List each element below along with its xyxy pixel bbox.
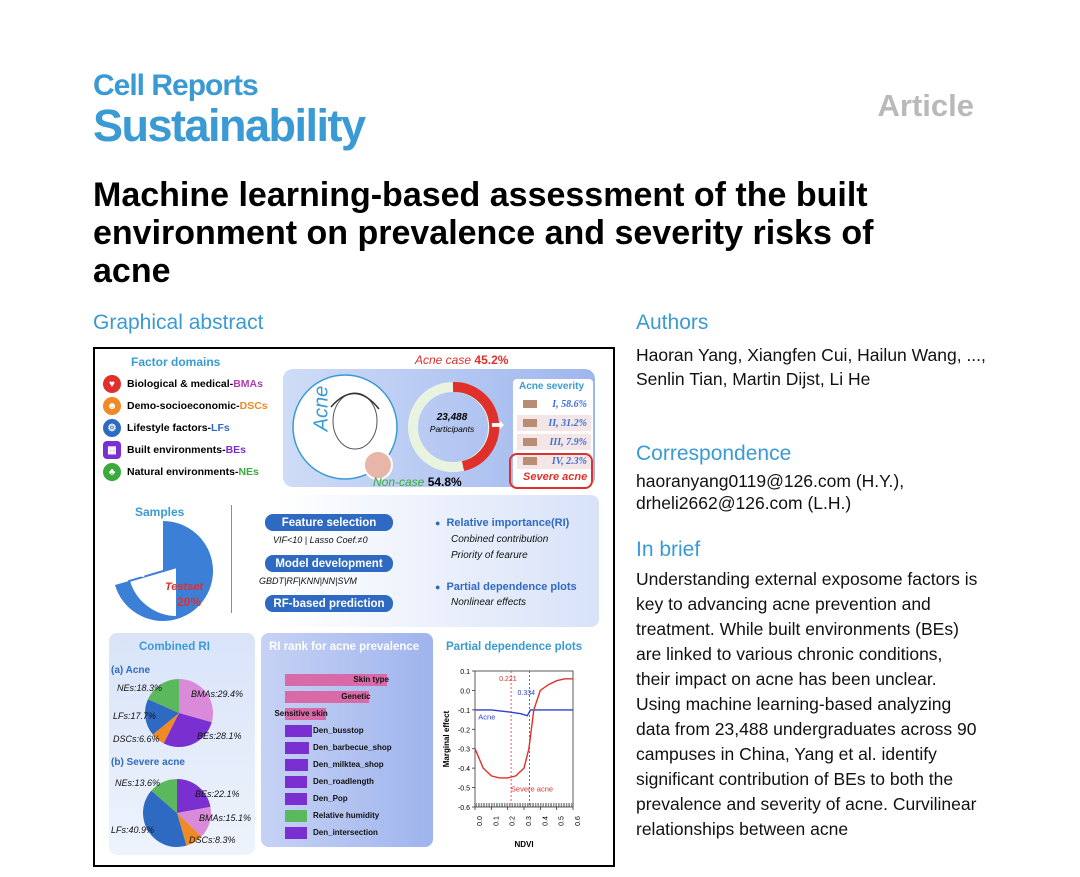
factor-domain-abbr: BMAs bbox=[233, 378, 263, 390]
acne-case-pct: 45.2% bbox=[474, 353, 509, 367]
y-tick-label: -0.6 bbox=[457, 805, 470, 812]
severity-level-text: III, 7.9% bbox=[549, 436, 587, 448]
journal-name-line2: Sustainability bbox=[93, 100, 365, 151]
pie-label: LFs:17.7% bbox=[113, 711, 157, 721]
ri-rank-label: Sensitive skin bbox=[274, 709, 328, 718]
y-axis-label: Marginal effect bbox=[442, 710, 451, 768]
y-tick-label: 0.1 bbox=[460, 669, 470, 676]
ri-rank-bar bbox=[285, 793, 307, 805]
ri-heading-abbr: (RI) bbox=[550, 517, 570, 529]
correspondence-emails bbox=[636, 470, 986, 514]
severity-thumbnail bbox=[523, 419, 537, 427]
pdp-description: Nonlinear effects bbox=[451, 597, 527, 608]
divider bbox=[231, 505, 232, 613]
factor-domain-abbr: BEs bbox=[225, 444, 247, 456]
severity-thumbnail bbox=[523, 438, 537, 446]
y-tick-label: -0.4 bbox=[457, 766, 470, 774]
ri-rank-label: Den_Pop bbox=[313, 794, 348, 803]
ri-rank-label: Den_roadlength bbox=[313, 777, 374, 786]
pdp-heading: ● Partial dependence plots bbox=[435, 581, 577, 593]
y-tick-label: -0.3 bbox=[457, 746, 470, 754]
x-tick-label: 0.5 bbox=[558, 816, 566, 826]
feature-selection-note: VIF<10 | Lasso Coef.≠0 bbox=[273, 535, 368, 545]
factor-domain-bmas bbox=[103, 373, 263, 395]
combined-ri-acne-heading: (a) Acne bbox=[111, 665, 151, 676]
factor-domain-dscs bbox=[103, 395, 268, 417]
model-development-note: GBDT|RF|KNN|NN|SVM bbox=[259, 576, 357, 586]
y-tick-label: 0.0 bbox=[460, 688, 470, 696]
acne-vertical-label: Acne bbox=[310, 385, 333, 432]
non-case-text: Non-case bbox=[373, 475, 425, 489]
ri-rank-label: Genetic bbox=[341, 692, 371, 701]
combined-ri-title: Combined RI bbox=[139, 641, 210, 653]
pie-label: LFs:40.9% bbox=[111, 825, 155, 835]
combined-ri-severe-heading: (b) Severe acne bbox=[111, 757, 185, 768]
x-tick-label: 0.0 bbox=[477, 816, 484, 826]
in-brief-heading: In brief bbox=[636, 538, 701, 561]
ri-rank-bar bbox=[285, 776, 307, 788]
trainset-label: Trainset bbox=[117, 551, 160, 565]
severity-thumbnail bbox=[523, 400, 537, 408]
severity-level-1 bbox=[517, 396, 591, 412]
non-case-pct: 54.8% bbox=[427, 475, 462, 489]
series-label: Acne bbox=[478, 712, 496, 722]
ri-rank-label: Den_milktea_shop bbox=[313, 760, 384, 769]
pdp-chart bbox=[439, 657, 599, 851]
pie-label: BMAs:15.1% bbox=[199, 813, 252, 823]
ri-rank-label: Relative humidity bbox=[313, 811, 380, 820]
factor-domain-label: Biological & medical- bbox=[127, 378, 234, 390]
tree-icon: ♣ bbox=[103, 463, 121, 481]
ri-rank-bar bbox=[285, 810, 307, 822]
severity-level-text: I, 58.6% bbox=[552, 398, 587, 410]
factor-domain-bes bbox=[103, 439, 246, 461]
series-label: Severe acne bbox=[510, 784, 554, 794]
factor-domain-abbr: NEs bbox=[238, 466, 259, 478]
y-tick-label: -0.1 bbox=[457, 707, 470, 715]
pie-label: NEs:18.3% bbox=[117, 683, 163, 693]
ri-rank-label: Den_barbecue_shop bbox=[313, 743, 392, 752]
arrow-right-icon: ➡ bbox=[491, 417, 505, 434]
x-tick-label: 0.4 bbox=[542, 816, 550, 826]
severe-acne-label: Severe acne bbox=[523, 471, 588, 483]
authors-list: Haoran Yang, Xiangfen Cui, Hailun Wang, ..., Senlin Tian, Martin Dijst, Li He bbox=[636, 345, 986, 389]
x-tick-label: 0.3 bbox=[526, 816, 533, 826]
model-development-step: Model development bbox=[265, 555, 393, 572]
acne-case-text: Acne case bbox=[415, 353, 472, 367]
y-tick-label: -0.2 bbox=[457, 727, 470, 735]
pie-label: BEs:28.1% bbox=[197, 731, 242, 741]
correspondence-email-2[interactable]: drheli2662@126.com (L.H.) bbox=[636, 493, 852, 513]
pie-label: DSCs:6.6% bbox=[113, 734, 160, 744]
journal-logo bbox=[93, 70, 365, 150]
factor-domain-nes bbox=[103, 461, 259, 483]
factor-domain-lfs bbox=[103, 417, 230, 439]
rf-prediction-step: RF-based prediction bbox=[265, 595, 393, 612]
bicycle-icon: ⚙ bbox=[103, 419, 121, 437]
threshold-label: 0.334 bbox=[517, 690, 536, 697]
pie-label: NEs:13.6% bbox=[115, 778, 161, 788]
people-icon: ☻ bbox=[103, 397, 121, 415]
threshold-label: 0.221 bbox=[499, 676, 517, 683]
ri-description-1: Conbined contribution bbox=[451, 534, 549, 545]
y-tick-label: -0.5 bbox=[457, 785, 470, 793]
in-brief-text: Understanding external exposome factors is key to advancing acne prevention and treatment. While built environments (BEs) are linked to various chronic conditions, their impact on acne has been unclear. Using machine learning-based analyzing data from 23,488 undergraduates across 90 campuses in China, Yang et al. identify significant contribution of BEs to both the prevalence and severity of acne. Curvilinear relationships between acne bbox=[636, 569, 978, 839]
correspondence-email-1[interactable]: haoranyang0119@126.com (H.Y.), bbox=[636, 471, 905, 491]
testset-label: Testset bbox=[165, 581, 204, 593]
pie-label: BEs:22.1% bbox=[195, 789, 240, 799]
journal-name-line1: Cell Reports bbox=[93, 69, 258, 102]
article-title: Machine learning-based assessment of the built environment on prevalence and severity risks of acne bbox=[93, 176, 874, 290]
ri-heading-text: Relative importance bbox=[446, 517, 551, 529]
ri-rank-bar bbox=[285, 725, 312, 737]
ri-rank-bar bbox=[285, 742, 309, 754]
factor-domain-label: Natural environments- bbox=[127, 466, 239, 478]
factor-domains-title: Factor domains bbox=[131, 355, 221, 369]
pie-label: BMAs:29.4% bbox=[191, 689, 244, 699]
factor-domain-abbr: LFs bbox=[211, 422, 230, 434]
acne-severity-title: Acne severity bbox=[519, 381, 585, 392]
pie-label: DSCs:8.3% bbox=[189, 835, 236, 845]
x-axis-label: NDVI bbox=[514, 840, 534, 849]
ri-rank-title: RI rank for acne prevalence bbox=[269, 641, 420, 653]
x-tick-label: 0.6 bbox=[575, 816, 582, 826]
pdp-panel-title: Partial dependence plots bbox=[446, 641, 583, 653]
building-icon: ▦ bbox=[103, 441, 121, 459]
samples-title: Samples bbox=[135, 505, 185, 519]
x-tick-label: 0.2 bbox=[509, 816, 517, 826]
severity-level-text: II, 31.2% bbox=[548, 417, 587, 429]
x-tick-label: 0.1 bbox=[493, 816, 501, 826]
heart-icon: ♥ bbox=[103, 375, 121, 393]
ri-rank-label: Skin type bbox=[353, 675, 389, 684]
ri-rank-label: Den_intersection bbox=[313, 828, 378, 837]
severity-level-text: IV, 2.3% bbox=[551, 455, 587, 467]
severity-level-3 bbox=[517, 434, 591, 450]
graphical-abstract bbox=[93, 347, 615, 867]
article-type-label: Article bbox=[877, 88, 974, 123]
participants-count: 23,488 bbox=[436, 412, 468, 423]
authors-heading: Authors bbox=[636, 311, 709, 334]
factor-domain-label: Demo-socioeconomic- bbox=[127, 400, 240, 412]
ri-rank-bar bbox=[285, 827, 307, 839]
non-case-label bbox=[373, 475, 462, 489]
participants-label: Participants bbox=[429, 424, 475, 434]
ri-description-2: Priority of fearure bbox=[451, 550, 528, 561]
face-outline bbox=[333, 393, 377, 449]
ri-rank-label: Den_busstop bbox=[313, 726, 364, 735]
severity-level-2 bbox=[517, 415, 591, 431]
trainset-pct: 80% bbox=[121, 566, 146, 580]
factor-domain-label: Lifestyle factors- bbox=[127, 422, 212, 434]
feature-selection-step: Feature selection bbox=[265, 514, 393, 531]
testset-pct: 20% bbox=[177, 595, 202, 609]
factor-domain-label: Built environments- bbox=[127, 444, 226, 456]
acne-case-label bbox=[415, 353, 508, 367]
relative-importance-heading bbox=[435, 517, 569, 529]
factor-domain-abbr: DSCs bbox=[239, 400, 268, 412]
correspondence-heading: Correspondence bbox=[636, 442, 792, 465]
graphical-abstract-heading: Graphical abstract bbox=[93, 311, 264, 334]
ri-rank-bar bbox=[285, 759, 308, 771]
